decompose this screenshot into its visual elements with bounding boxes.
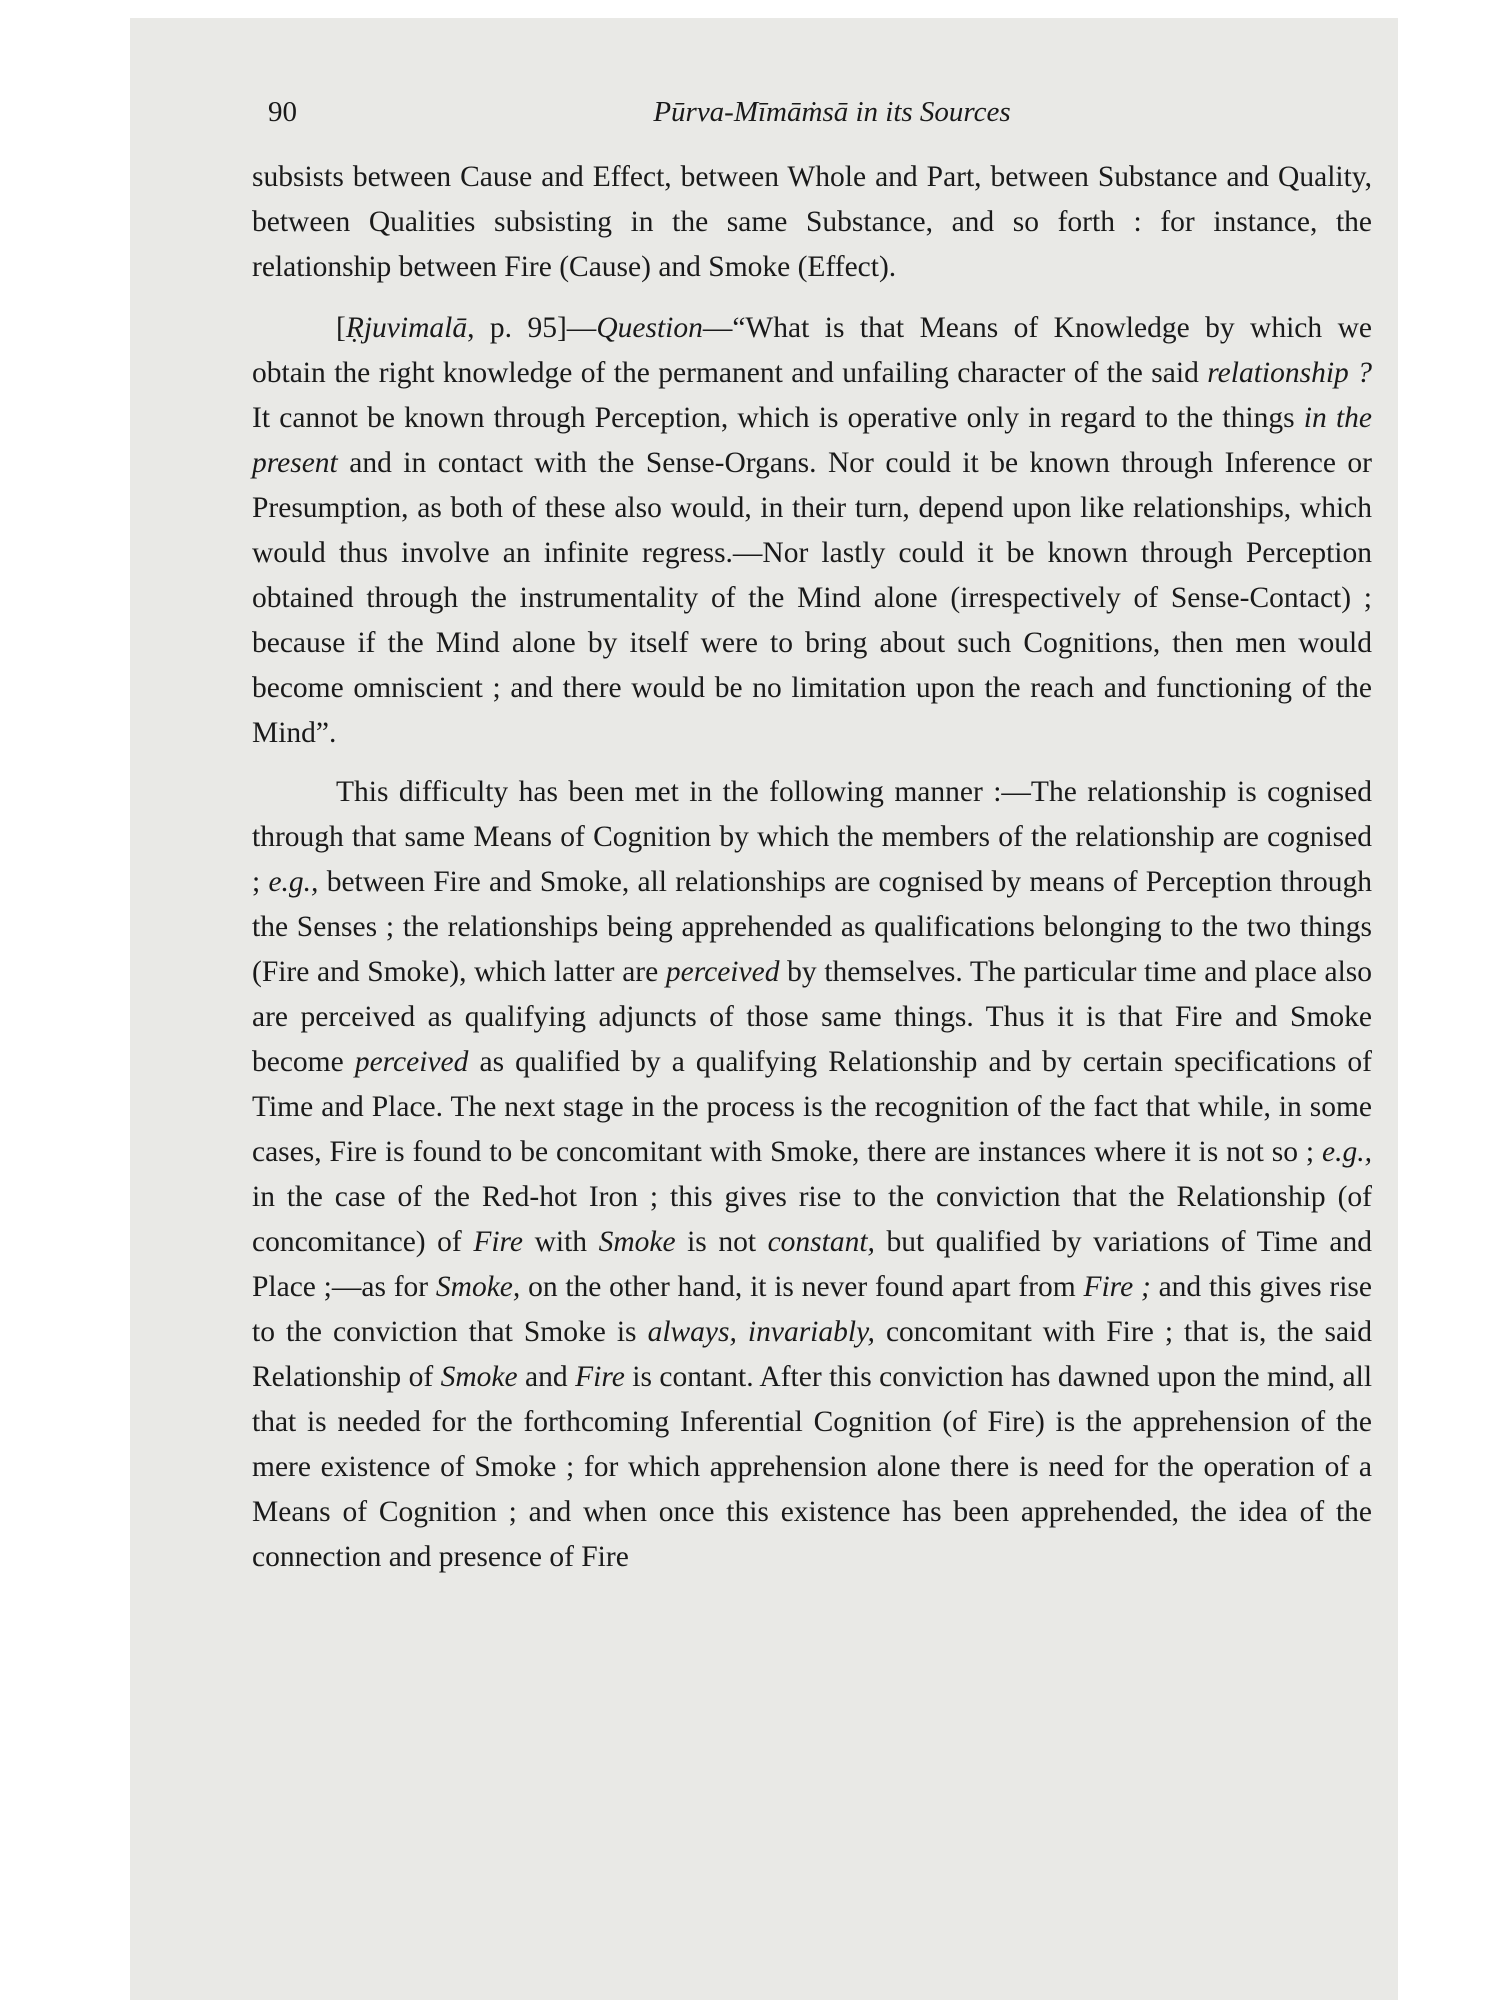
italic-span: always, invariably, bbox=[647, 1316, 875, 1348]
italic-span: relationship ? bbox=[1207, 357, 1372, 389]
italic-span: Ṛjuvimalā bbox=[345, 312, 468, 344]
page-number: 90 bbox=[268, 96, 297, 128]
italic-span: Question bbox=[596, 312, 703, 344]
text-span: [ bbox=[336, 312, 346, 344]
italic-span: perceived bbox=[665, 956, 780, 988]
text-span: in the case of the Red-hot Iron ; this gives rise to the conviction that the Relationship (of concomitance) of bbox=[252, 1181, 1372, 1258]
text-span: is not bbox=[675, 1226, 768, 1258]
italic-span: Smoke, bbox=[435, 1271, 521, 1303]
italic-span: Fire bbox=[575, 1361, 625, 1393]
italic-span: Smoke bbox=[598, 1226, 676, 1258]
running-title: Pūrva-Mīmāṁsā in its Sources bbox=[653, 96, 1011, 128]
italic-span: constant, bbox=[767, 1226, 875, 1258]
page-header bbox=[252, 92, 1372, 132]
text-span: subsists between Cause and Effect, between Whole and Part, between Substance and Quality, between Qualities subsisting in the same Substance, and so forth : for instance, the relationship between Fire (Cause) and Smoke (Effect). bbox=[252, 161, 1372, 283]
text-span: between Fire and Smoke, all relationships are cognised by means of Perception through the Senses ; the relationships being apprehended as qualifications belonging to the two things (Fire and Smoke), which latter are bbox=[252, 866, 1372, 988]
text-span: but qualified by variations of Time and Place ;—as for bbox=[252, 1226, 1373, 1303]
text-span: and bbox=[517, 1361, 576, 1393]
italic-span: perceived bbox=[354, 1046, 469, 1078]
text-span: with bbox=[523, 1226, 599, 1258]
text-span: by themselves. The particular time and place also are perceived as qualifying adjuncts of those same things. Thus it is that Fire and Smoke become bbox=[252, 956, 1372, 1078]
text-span: —“What is that Means of Knowledge by which we obtain the right knowledge of the permanent and unfailing character of the said bbox=[252, 312, 1372, 389]
text-span: is contant. After this conviction has dawned upon the mind, all that is needed for the forthcoming Inferential Cognition (of Fire) is the apprehension of the mere existence of Smoke ; for which apprehension alone there is need for the operation of a Means of Cognition ; and when once this existence has been apprehended, the idea of the connection and presence of Fire bbox=[252, 1361, 1373, 1573]
paragraph bbox=[252, 770, 1372, 1580]
italic-span: e.g., bbox=[1322, 1136, 1372, 1168]
text-span: and this gives rise to the conviction that Smoke is bbox=[252, 1271, 1372, 1348]
paragraph bbox=[252, 306, 1372, 756]
paragraph bbox=[252, 155, 1372, 290]
text-span: , p. 95]— bbox=[467, 312, 597, 344]
book-page bbox=[252, 92, 1372, 1580]
text-span: and in contact with the Sense-Organs. Nor could it be known through Inference or Presumption, as both of these also would, in their turn, depend upon like relationships, which would thus involve an infinite regress.—Nor lastly could it be known through Perception obtained through the instrumentality of the Mind alone (irrespectively of Sense-Contact) ; because if the Mind alone by itself were to bring about such Cognitions, then men would become omniscient ; and there would be no limitation upon the reach and functioning of the Mind”. bbox=[252, 447, 1372, 749]
italic-span: Fire bbox=[473, 1226, 524, 1258]
text-span: It cannot be known through Perception, which is operative only in regard to the things bbox=[252, 402, 1304, 434]
text-span: on the other hand, it is never found apart from bbox=[520, 1271, 1084, 1303]
italic-span: in the present bbox=[252, 402, 1372, 479]
italic-span: e.g., bbox=[268, 866, 319, 898]
italic-span: Fire ; bbox=[1083, 1271, 1151, 1303]
text-span: This difficulty has been met in the following manner :—The relationship is cognised through that same Means of Cognition by which the members of the relationship are cognised ; bbox=[252, 776, 1372, 898]
text-span: as qualified by a qualifying Relationship and by certain specifications of Time and Place. The next stage in the process is the recognition of the fact that while, in some cases, Fire is found to be concomitant with Smoke, there are instances where it is not so ; bbox=[252, 1046, 1372, 1168]
text-span: concomitant with Fire ; that is, the said Relationship of bbox=[252, 1316, 1372, 1393]
italic-span: Smoke bbox=[440, 1361, 518, 1393]
